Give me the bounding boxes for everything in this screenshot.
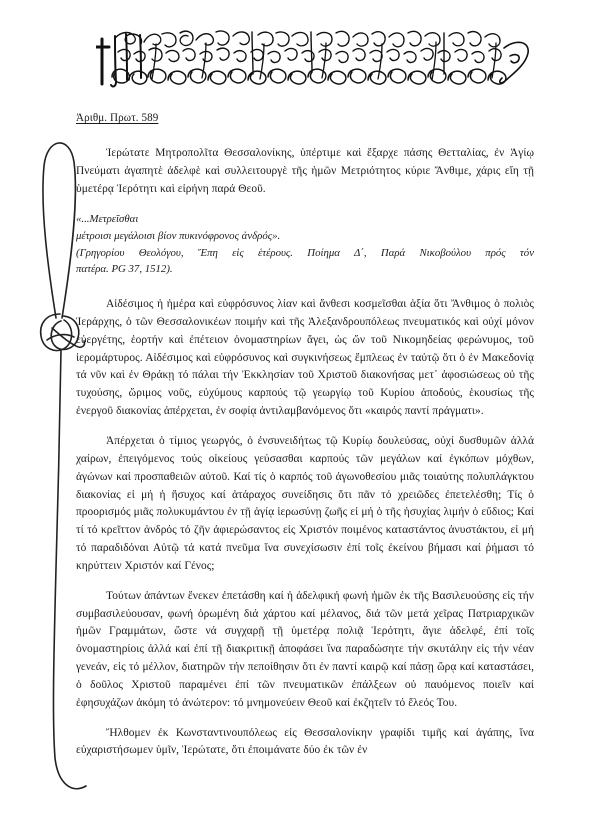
salutation-paragraph: Ἱερώτατε Μητροπολῖτα Θεσσαλονίκης, ὑπέρτιμε καὶ ἔξαρχε πάσης Θετταλίας, ἐν Ἁγίῳ Πνεύματι ἀγαπητὲ ἀδελφὲ καὶ συλλειτουργὲ τῆς ἡμῶν Μετριότητος κύριε Ἄνθιμε, χάρις εἴη τῇ ὑμετέρᾳ Ἱερότητι καὶ εἰρήνη παρά Θεοῦ. [76,147,534,196]
patristic-quote [76,211,534,278]
patriarchal-cipher-header [96,22,532,94]
quote-line-2: μέτροισι μεγάλοισι βίον πυκινόφρονος ἀνδρός». [76,229,281,242]
body-paragraph-2: Ἀπέρχεται ὁ τίμιος γεωργός, ὁ ἐνσυνειδήτως τῷ Κυρίῳ δουλεύσας, οὐχί δυσθυμῶν ἀλλά χαίρων, ἐπειγόμενος τούς οἰκείους γεύσασθαι καρπούς τῶν μεγάλων καί ἐγκόπων μόχθων, ἀγώνων καί προσπαθειῶν αὐτοῦ. Καί τίς ὁ καρπός τοῦ ἀγωνοθεσίου μιᾶς τοιαύτης πολυπλάγκτου διακονίας εἰ μή ἡ ἥσυχος καί ἀτάραχος συνείδησις ὅτι πᾶν τό χρειῶδες ἐπετελέσθη; Τίς ὁ προορισμός μιᾶς πολυκυμάντου ἐν τῇ ἁγίᾳ ἱερωσύνῃ ζωῆς εἰ μή ὁ τῆς ἡσυχίας λιμήν ὁ εὔδιος; Καί τί τό κρεῖττον ἀνδρός τό ζῆν ἀφιερώσαντος εἰς Χριστόν ποιμένος καταστάντος ἀνυστάκτου, εἰ μή τό παραδιδόναι Αὐτῷ τά κατά πνεῦμα ἵνα συνεχίσωσιν ἐπί τοῖς ἐκείνου βήμασι καί ῥήμασι τό κηρύττειν Χριστόν καί Γένος; [76,434,534,572]
body-paragraph-3: Τούτων ἁπάντων ἕνεκεν ἐπετάσθη καί ἡ ἀδελφική φωνή ἡμῶν ἐκ τῆς Βασιλευούσης εἰς τήν συμβασιλεύουσαν, φωνή ὁρωμένη διά χάρτου καί μέλανος, διά τῶν μετά χεῖρας Πατριαρχικῶν ἡμῶν Γραμμάτων, ὥστε νά συγχαρῇ τῇ ὑμετέρᾳ πολιᾷ Ἱερότητι, ἅγιε ἀδελφέ, ἐπί τοῖς ὀνομαστηρίοις ἀλλά καί ἐπί τῇ διακριτικῇ ἀποφάσει ἵνα παραδώσητε τήν σκυτάλην εἰς τήν νέαν γενεάν, εἰς τό μέλλον, διατηρῶν τήν πεποίθησιν ὅτι ἐν παντί καιρῷ καί πάσῃ ὥρᾳ καί καταστάσει, ὁ δοῦλος Χριστοῦ παραμένει ἐπί τῶν πνευματικῶν ἐπάλξεων οὐ παυόμενος ποιεῖν καί ἐφησυχάζων ἀκόμη τό ἀνώτερον: τό μνημονεύειν Θεοῦ καί ἐκζητεῖν τό ἔλεός Του. [76,589,534,709]
quote-line-1: «...Μετρεῖσθαι [76,212,139,225]
protocol-number: Ἀριθμ. Πρωτ. 589 [76,112,159,124]
body-paragraph-4: Ἤλθομεν ἐκ Κωνσταντινουπόλεως εἰς Θεσσαλονίκην γραφίδι τιμῆς καί ἀγάπης, ἵνα εὐχαριστήσωμεν ὑμῖν, Ἱερώτατε, ὅτι ἐποιμάνατε δύο ἐκ τῶν ἐν [76,726,534,757]
body-paragraph-1: Αἰδέσιμος ἡ ἡμέρα καὶ εὐφρόσυνος λίαν καὶ ἄνθεσι κοσμεῖσθαι ἀξία ὅτι Ἄνθιμος ὁ πολιὸς Ἱεράρχης, ὁ τῶν Θεσσαλονικέων ποιμήν καὶ τῆς Ἀλεξανδρουπόλεως πνευματικός καὶ οὐχί μόνον εὐεργέτης, ἑορτήν καὶ ἐπέτειον ὀνομαστηρίων ἄγει, ὡς ὤν τοῦ Νικομηδείας φερώνυμος, τοῦ ἱερομάρτυρος. Αἰδέσιμος καὶ εὐφρόσυνος καὶ συγκινήσεως ἔμπλεως ἐν ταὐτῷ ὅτι ὁ ἐν Μακεδονίᾳ τά νῦν καὶ ἐν Θράκῃ τό πάλαι τήν Ἐκκλησίαν τοῦ Χριστοῦ διακονήσας μετ᾽ ἀφοσιώσεως οὐ τῆς τυχούσης, ὥριμος νοῦς, εὐχύμους καρπούς τῷ γεωργίῳ τοῦ Κυρίου ἀποδούς, ἑκουσίως τῆς ἐνεργοῦ διακονίας ἀπέρχεται, ἐν σοφίᾳ ἀντιλαμβανόμενος ὅτι «καιρός παντί πράγματι». [76,298,534,418]
quote-citation-line-2: πατέρα. PG 37, 1512). [76,263,173,276]
document-body [76,108,534,760]
cross-icon [96,39,109,84]
quote-citation-line-1: (Γρηγορίου Θεολόγου, Ἔπη εἰς ἑτέρους. Ποίημα Δ΄, Παρά Νικοβούλου πρός τόν [76,246,534,259]
flourish-tail [500,42,528,83]
